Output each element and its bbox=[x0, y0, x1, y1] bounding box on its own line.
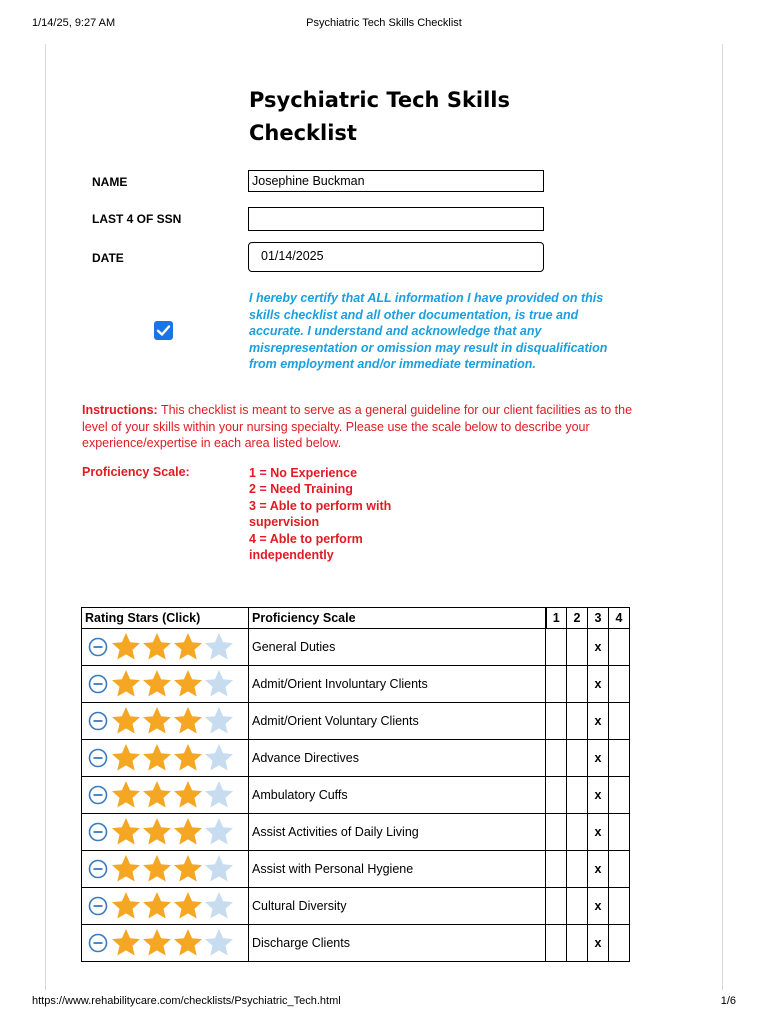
scale-2-cell[interactable] bbox=[567, 851, 588, 888]
star-filled-icon[interactable] bbox=[172, 890, 204, 922]
scale-4-cell[interactable] bbox=[609, 740, 630, 777]
skill-name: Assist with Personal Hygiene bbox=[249, 851, 546, 888]
clear-rating-icon[interactable] bbox=[88, 896, 108, 916]
star-empty-icon[interactable] bbox=[203, 890, 235, 922]
skills-table-body bbox=[82, 629, 630, 962]
star-filled-icon[interactable] bbox=[141, 631, 173, 663]
skill-name: Discharge Clients bbox=[249, 925, 546, 962]
star-empty-icon[interactable] bbox=[203, 853, 235, 885]
scale-3-cell[interactable]: x bbox=[588, 703, 609, 740]
star-empty-icon[interactable] bbox=[203, 668, 235, 700]
star-empty-icon[interactable] bbox=[203, 631, 235, 663]
star-filled-icon[interactable] bbox=[110, 705, 142, 737]
scale-2-cell[interactable] bbox=[567, 629, 588, 666]
scale-1-cell[interactable] bbox=[546, 629, 567, 666]
instructions bbox=[82, 402, 642, 452]
scale-4-cell[interactable] bbox=[609, 925, 630, 962]
star-filled-icon[interactable] bbox=[110, 742, 142, 774]
rating-stars bbox=[88, 890, 248, 922]
star-filled-icon[interactable] bbox=[172, 631, 204, 663]
print-header bbox=[0, 0, 768, 44]
clear-rating-icon[interactable] bbox=[88, 859, 108, 879]
rating-stars bbox=[88, 816, 248, 848]
scale-1-cell[interactable] bbox=[546, 925, 567, 962]
rating-stars-cell bbox=[82, 740, 249, 777]
star-filled-icon[interactable] bbox=[110, 779, 142, 811]
scale-item: 4 = Able to perform independently bbox=[249, 531, 363, 563]
scale-1-cell[interactable] bbox=[546, 740, 567, 777]
scale-4-cell[interactable] bbox=[609, 888, 630, 925]
certify-checkbox[interactable] bbox=[154, 321, 173, 340]
clear-rating-icon[interactable] bbox=[88, 711, 108, 731]
scale-2-cell[interactable] bbox=[567, 888, 588, 925]
name-field[interactable]: Josephine Buckman bbox=[248, 170, 544, 192]
skill-header: Proficiency Scale bbox=[249, 608, 546, 629]
scale-4-header: 4 bbox=[609, 608, 630, 629]
table-row bbox=[82, 666, 630, 703]
scale-item: 3 = Able to perform with supervision bbox=[249, 498, 392, 530]
scale-2-cell[interactable] bbox=[567, 740, 588, 777]
scale-3-cell[interactable]: x bbox=[588, 925, 609, 962]
clear-rating-icon[interactable] bbox=[88, 785, 108, 805]
ssn-field[interactable] bbox=[248, 207, 544, 231]
skill-name: Ambulatory Cuffs bbox=[249, 777, 546, 814]
rating-stars bbox=[88, 705, 248, 737]
page-title: Psychiatric Tech Skills Checklist bbox=[249, 88, 511, 145]
checkmark-icon bbox=[156, 323, 171, 338]
instructions-label: Instructions: bbox=[82, 403, 158, 417]
scale-3-cell[interactable]: x bbox=[588, 666, 609, 703]
star-filled-icon[interactable] bbox=[172, 853, 204, 885]
scale-4-cell[interactable] bbox=[609, 703, 630, 740]
scale-3-header: 3 bbox=[588, 608, 609, 629]
scale-1-cell[interactable] bbox=[546, 666, 567, 703]
name-label: NAME bbox=[92, 175, 128, 189]
print-doc-title: Psychiatric Tech Skills Checklist bbox=[306, 17, 462, 29]
scale-2-cell[interactable] bbox=[567, 666, 588, 703]
scale-3-cell[interactable]: x bbox=[588, 629, 609, 666]
certify-text: I hereby certify that ALL information I have provided on this skills checklist and all other documentation, is true and accurate. I understand and acknowledge that any misrepresentation or omission may result in disqualification from employment and/or immediate termination. bbox=[249, 291, 608, 371]
scale-1-cell[interactable] bbox=[546, 851, 567, 888]
star-filled-icon[interactable] bbox=[141, 890, 173, 922]
scale-4-cell[interactable] bbox=[609, 666, 630, 703]
scale-2-cell[interactable] bbox=[567, 814, 588, 851]
scale-3-cell[interactable]: x bbox=[588, 888, 609, 925]
table-row bbox=[82, 888, 630, 925]
star-filled-icon[interactable] bbox=[172, 927, 204, 959]
clear-rating-icon[interactable] bbox=[88, 637, 108, 657]
star-filled-icon[interactable] bbox=[172, 816, 204, 848]
star-filled-icon[interactable] bbox=[110, 631, 142, 663]
skill-name: General Duties bbox=[249, 629, 546, 666]
star-filled-icon[interactable] bbox=[141, 816, 173, 848]
star-filled-icon[interactable] bbox=[172, 705, 204, 737]
star-empty-icon[interactable] bbox=[203, 816, 235, 848]
table-row bbox=[82, 814, 630, 851]
star-empty-icon[interactable] bbox=[203, 705, 235, 737]
clear-rating-icon[interactable] bbox=[88, 674, 108, 694]
print-url: https://www.rehabilitycare.com/checklists/Psychiatric_Tech.html bbox=[32, 995, 341, 1007]
scale-3-cell[interactable]: x bbox=[588, 740, 609, 777]
rating-stars bbox=[88, 742, 248, 774]
scale-3-cell[interactable]: x bbox=[588, 777, 609, 814]
scale-4-cell[interactable] bbox=[609, 777, 630, 814]
print-datetime: 1/14/25, 9:27 AM bbox=[32, 17, 116, 29]
skill-name: Admit/Orient Voluntary Clients bbox=[249, 703, 546, 740]
scale-2-cell[interactable] bbox=[567, 703, 588, 740]
star-empty-icon[interactable] bbox=[203, 742, 235, 774]
rating-stars-cell bbox=[82, 925, 249, 962]
rating-stars bbox=[88, 853, 248, 885]
scale-1-cell[interactable] bbox=[546, 777, 567, 814]
star-filled-icon[interactable] bbox=[172, 668, 204, 700]
star-filled-icon[interactable] bbox=[110, 816, 142, 848]
scale-2-cell[interactable] bbox=[567, 777, 588, 814]
date-label: DATE bbox=[92, 251, 124, 265]
clear-rating-icon[interactable] bbox=[88, 933, 108, 953]
star-filled-icon[interactable] bbox=[141, 668, 173, 700]
rating-stars-cell bbox=[82, 703, 249, 740]
rating-stars-cell bbox=[82, 888, 249, 925]
date-field[interactable]: 01/14/2025 bbox=[248, 242, 544, 272]
scale-1-cell[interactable] bbox=[546, 888, 567, 925]
scale-item: 1 = No Experience bbox=[249, 466, 358, 480]
star-empty-icon[interactable] bbox=[203, 927, 235, 959]
instructions-text: This checklist is meant to serve as a general guideline for our client facilities as to the level of your skills within your nursing specialty. Please use the scale below to describe your experience/expertise in each area listed below. bbox=[82, 403, 633, 450]
star-filled-icon[interactable] bbox=[141, 853, 173, 885]
scale-1-cell[interactable] bbox=[546, 814, 567, 851]
scale-3-cell[interactable]: x bbox=[588, 851, 609, 888]
scale-4-cell[interactable] bbox=[609, 851, 630, 888]
star-filled-icon[interactable] bbox=[141, 927, 173, 959]
scale-4-cell[interactable] bbox=[609, 814, 630, 851]
star-filled-icon[interactable] bbox=[110, 890, 142, 922]
page-border-left bbox=[45, 44, 46, 990]
star-filled-icon[interactable] bbox=[141, 779, 173, 811]
scale-1-cell[interactable] bbox=[546, 703, 567, 740]
rating-stars-cell bbox=[82, 629, 249, 666]
scale-1-header: 1 bbox=[546, 608, 567, 629]
table-row bbox=[82, 629, 630, 666]
star-filled-icon[interactable] bbox=[110, 853, 142, 885]
rating-stars bbox=[88, 927, 248, 959]
skill-name: Cultural Diversity bbox=[249, 888, 546, 925]
skill-name: Advance Directives bbox=[249, 740, 546, 777]
ssn-label: LAST 4 OF SSN bbox=[92, 212, 182, 226]
clear-rating-icon[interactable] bbox=[88, 822, 108, 842]
rating-stars bbox=[88, 779, 248, 811]
page-border-right bbox=[722, 44, 723, 990]
rating-stars-cell bbox=[82, 666, 249, 703]
star-filled-icon[interactable] bbox=[110, 927, 142, 959]
table-row bbox=[82, 777, 630, 814]
rating-stars-cell bbox=[82, 777, 249, 814]
proficiency-scale-list bbox=[249, 465, 419, 563]
table-row bbox=[82, 851, 630, 888]
star-filled-icon[interactable] bbox=[141, 742, 173, 774]
scale-2-cell[interactable] bbox=[567, 925, 588, 962]
star-filled-icon[interactable] bbox=[141, 705, 173, 737]
proficiency-scale-label: Proficiency Scale: bbox=[82, 465, 190, 479]
scale-4-cell[interactable] bbox=[609, 629, 630, 666]
clear-rating-icon[interactable] bbox=[88, 748, 108, 768]
rating-stars bbox=[88, 668, 248, 700]
print-page-number: 1/6 bbox=[720, 995, 736, 1007]
print-footer bbox=[0, 994, 768, 1024]
skill-name: Admit/Orient Involuntary Clients bbox=[249, 666, 546, 703]
rating-stars-cell bbox=[82, 814, 249, 851]
star-filled-icon[interactable] bbox=[172, 779, 204, 811]
skills-table bbox=[81, 607, 630, 962]
star-filled-icon[interactable] bbox=[110, 668, 142, 700]
scale-item: 2 = Need Training bbox=[249, 482, 353, 497]
table-row bbox=[82, 925, 630, 962]
table-header-row bbox=[82, 608, 630, 629]
rating-stars-cell bbox=[82, 851, 249, 888]
scale-3-cell[interactable]: x bbox=[588, 814, 609, 851]
star-empty-icon[interactable] bbox=[203, 779, 235, 811]
rating-stars bbox=[88, 631, 248, 663]
star-filled-icon[interactable] bbox=[172, 742, 204, 774]
skill-name: Assist Activities of Daily Living bbox=[249, 814, 546, 851]
table-row bbox=[82, 740, 630, 777]
scale-2-header: 2 bbox=[567, 608, 588, 629]
table-row bbox=[82, 703, 630, 740]
rating-header: Rating Stars (Click) bbox=[82, 608, 249, 629]
